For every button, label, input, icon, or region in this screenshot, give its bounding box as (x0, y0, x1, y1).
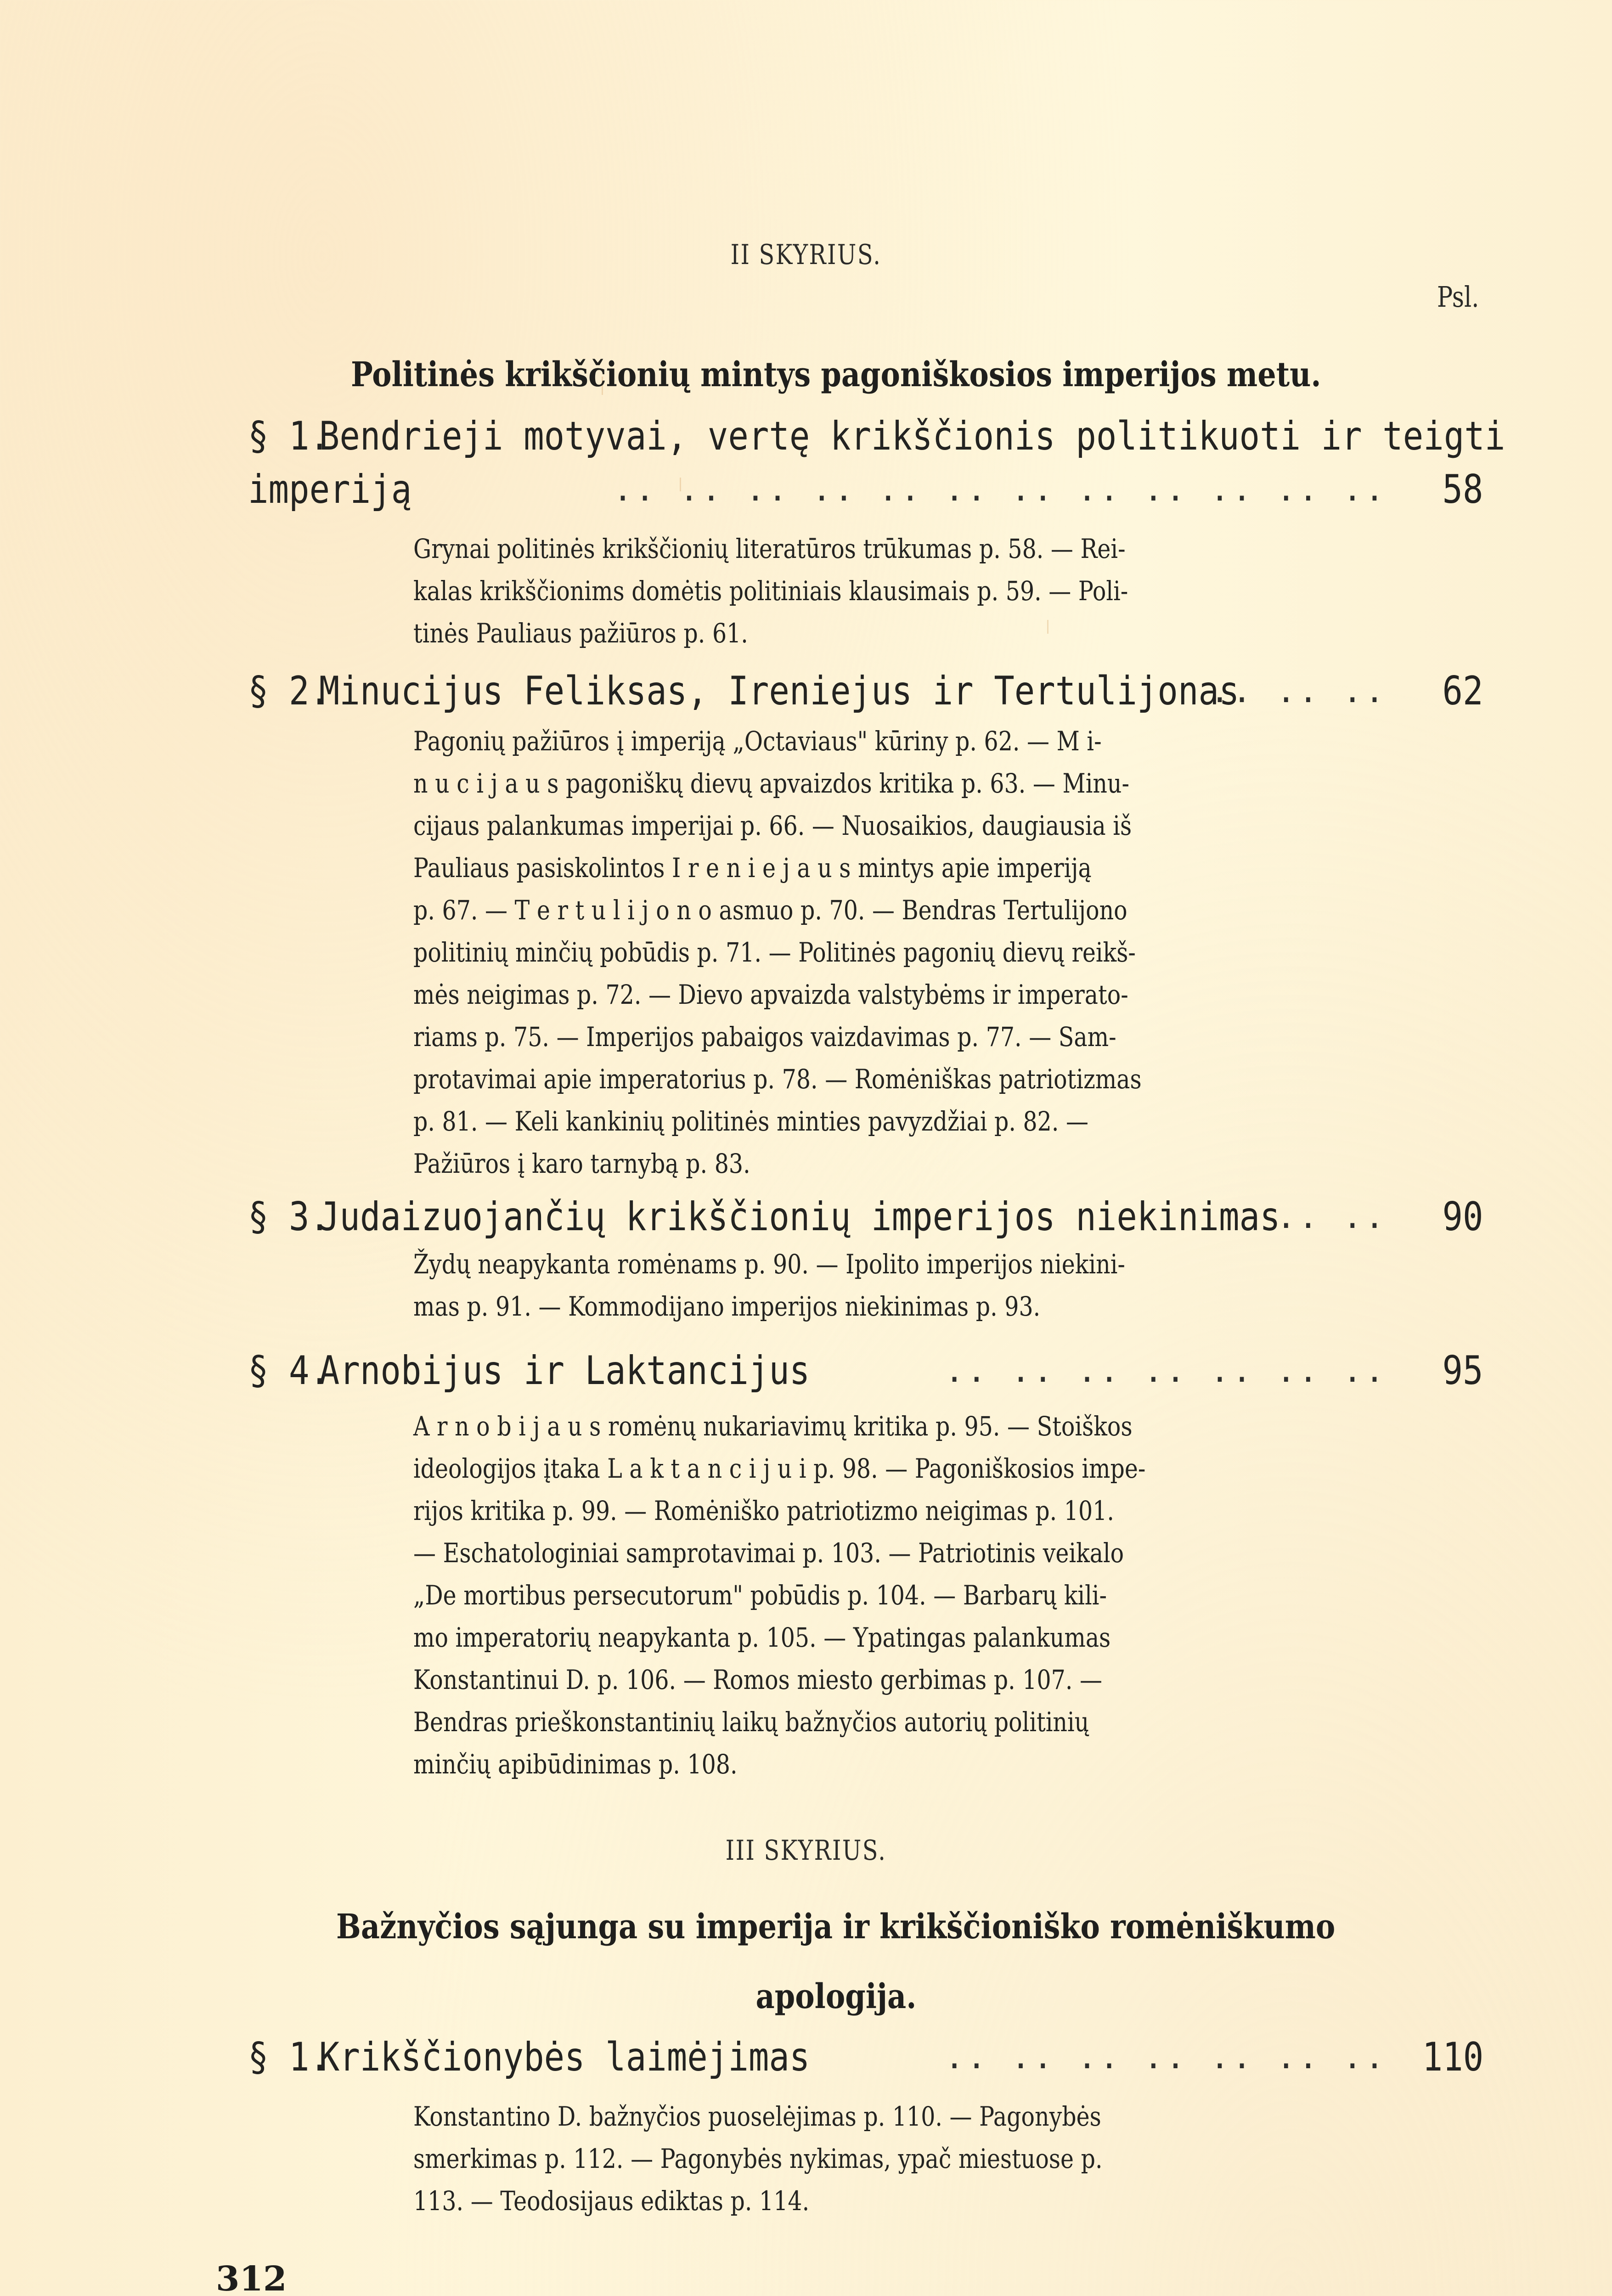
section-title: Krikščionybės laimėjimas (319, 2034, 810, 2080)
summary-line: cijaus palankumas imperijai p. 66. — Nuosaikios, daugiausia iš (413, 810, 1132, 841)
section-summary (413, 720, 1392, 1185)
section-title: Judaizuojančių krikščionių imperijos niekinimas (319, 1194, 1280, 1240)
summary-line: rijos kritika p. 99. — Romėniško patriotizmo neigimas p. 101. (413, 1495, 1114, 1526)
dot-leaders: .. .. .. .. .. .. .. .. .. .. .. .. (613, 471, 1387, 508)
summary-line: politinių minčių pobūdis p. 71. — Politinės pagonių dievų reikš- (413, 937, 1136, 968)
summary-line: mas p. 91. — Kommodijano imperijos niekinimas p. 93. (413, 1291, 1041, 1322)
dot-leaders: .. .. (1276, 1198, 1387, 1236)
summary-line: Bendras prieškonstantinių laikų bažnyčios autorių politinių (413, 1706, 1089, 1738)
summary-line: Konstantino D. bažnyčios puoselėjimas p. 110. — Pagonybės (413, 2101, 1101, 2132)
chapter-title (239, 1892, 1433, 2032)
summary-line: riams p. 75. — Imperijos pabaigos vaizdavimas p. 77. — Sam- (413, 1021, 1116, 1052)
summary-line: Pažiūros į karo tarnybą p. 83. (413, 1148, 750, 1179)
section-title: Arnobijus ir Laktancijus (319, 1348, 810, 1394)
toc-section (248, 411, 1505, 654)
section-title: Bendrieji motyvai, vertę krikščionis politikuoti ir teigti (319, 413, 1505, 459)
summary-line: Pauliaus pasiskolintos I r e n i e j a u s mintys apie imperiją (413, 852, 1092, 884)
chapter-title-line: apologija. (755, 1977, 916, 2016)
summary-line: — Eschatologiniai samprotavimai p. 103. — Patriotinis veikalo (413, 1537, 1124, 1569)
summary-line: minčių apibūdinimas p. 108. (413, 1749, 738, 1780)
toc-section (248, 666, 1488, 1185)
dot-leaders: .. .. .. .. .. .. .. (945, 1352, 1387, 1390)
section-symbol: § 3. (248, 1194, 330, 1240)
summary-line: A r n o b i j a u s romėnų nukariavimų kritika p. 95. — Stoiškos (413, 1411, 1133, 1442)
section-summary (413, 528, 1392, 654)
summary-line: ideologijos įtaka L a k t a n c i j u i p. 98. — Pagoniškosios impe- (413, 1453, 1146, 1484)
section-symbol: § 4. (248, 1348, 330, 1394)
section-symbol: § 2. (248, 668, 330, 714)
dot-leaders: .. .. .. (1210, 672, 1387, 710)
section-summary (413, 2095, 1392, 2222)
summary-line: Žydų neapykanta romėnams p. 90. — Ipolito imperijos niekini- (413, 1249, 1125, 1280)
section-summary (413, 1405, 1392, 1785)
chapter-title-line: Politinės krikščionių mintys pagoniškosios imperijos metu. (350, 355, 1321, 394)
dot-leaders: .. .. .. .. .. .. .. (945, 2038, 1387, 2076)
summary-line: mės neigimas p. 72. — Dievo apvaizda valstybėms ir imperato- (413, 979, 1128, 1010)
summary-line: tinės Pauliaus pažiūros p. 61. (413, 618, 748, 649)
summary-line: Grynai politinės krikščionių literatūros trūkumas p. 58. — Rei- (413, 533, 1126, 564)
section-title: Minucijus Feliksas, Ireniejus ir Tertulijonas (319, 668, 1240, 714)
summary-line: p. 81. — Keli kankinių politinės minties pavyzdžiai p. 82. — (413, 1106, 1089, 1137)
section-page-number: 62 (1442, 668, 1483, 714)
section-heading[interactable] (248, 666, 1488, 716)
section-heading-continued[interactable] (248, 464, 1488, 515)
section-page-number: 95 (1442, 1348, 1483, 1394)
chapter-label: III SKYRIUS. (725, 1835, 887, 1867)
section-heading[interactable] (248, 1345, 1488, 1396)
section-symbol: § 1. (248, 2034, 330, 2080)
summary-line: Pagonių pažiūros į imperiją „Octaviaus" kūriny p. 62. — M i- (413, 726, 1102, 757)
section-summary (413, 1243, 1392, 1328)
section-symbol: § 1. (248, 413, 330, 459)
chapter-title (239, 340, 1433, 410)
toc-section (248, 1345, 1488, 1785)
summary-line: protavimai apie imperatorius p. 78. — Romėniškas patriotizmas (413, 1064, 1142, 1095)
summary-line: n u c i j a u s pagoniškų dievų apvaizdos kritika p. 63. — Minu- (413, 768, 1130, 799)
section-heading[interactable] (248, 1192, 1488, 1242)
section-page-number: 110 (1422, 2034, 1483, 2080)
summary-line: Konstantinui D. p. 106. — Romos miesto gerbimas p. 107. — (413, 1664, 1103, 1695)
summary-line: „De mortibus persecutorum" pobūdis p. 104. — Barbarų kili- (413, 1580, 1107, 1611)
section-page-number: 90 (1442, 1194, 1483, 1240)
summary-line: smerkimas p. 112. — Pagonybės nykimas, ypač miestuose p. (413, 2143, 1103, 2174)
summary-line: p. 67. — T e r t u l i j o n o asmuo p. 70. — Bendras Tertulijono (413, 895, 1127, 926)
summary-line: 113. — Teodosijaus ediktas p. 114. (413, 2185, 810, 2217)
summary-line: kalas krikščionims domėtis politiniais klausimais p. 59. — Poli- (413, 575, 1128, 607)
page-column-header: Psl. (1437, 280, 1479, 314)
section-heading[interactable] (248, 411, 1505, 461)
page-folio-number: 312 (216, 2259, 287, 2296)
chapter-label: II SKYRIUS. (730, 239, 882, 271)
section-heading[interactable] (248, 2032, 1488, 2082)
section-page-number: 58 (1442, 467, 1483, 512)
chapter-title-line: Bažnyčios sąjunga su imperija ir krikščioniško romėniškumo (336, 1907, 1336, 1947)
toc-section (248, 2032, 1488, 2222)
summary-line: mo imperatorių neapykanta p. 105. — Ypatingas palankumas (413, 1622, 1111, 1653)
toc-section (248, 1192, 1488, 1328)
section-title: imperiją (248, 467, 412, 512)
